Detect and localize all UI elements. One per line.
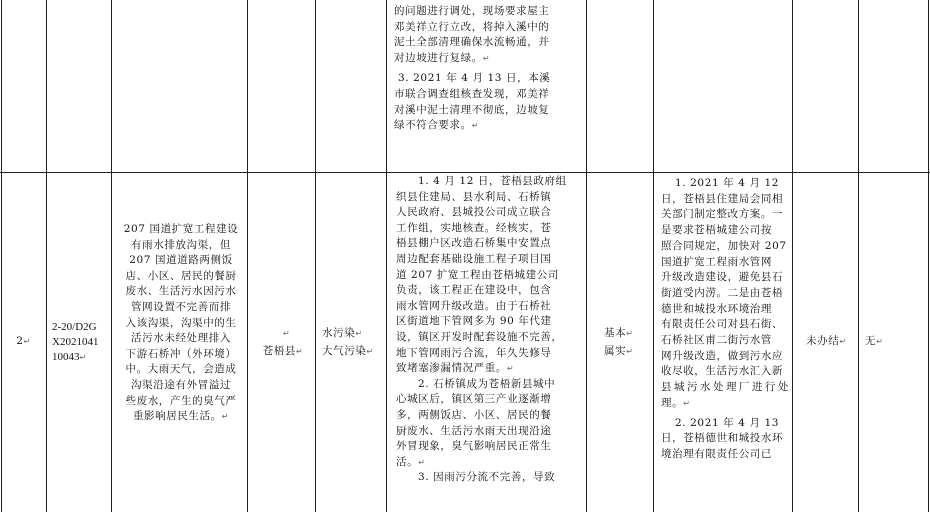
investigation-line: 区街道地下管网多为 90 年代建 <box>396 315 552 328</box>
county: 苍梧县↵ <box>262 345 304 357</box>
rectification-line: 1. 2021 年 4 月 12 <box>675 177 780 189</box>
case-id-line: 10043↵ <box>52 351 87 363</box>
verdict-line: 基本↵ <box>604 327 634 339</box>
rectification-line: 日，苍梧德世和城投水环 <box>661 432 784 445</box>
complaint-content <box>118 222 244 425</box>
column-divider <box>111 0 112 512</box>
rectification-content <box>661 176 789 463</box>
column-divider <box>315 0 316 512</box>
row-index: 2 ↵ <box>16 335 31 348</box>
rectification-line: 照合同规定，加快对 207 <box>661 239 787 252</box>
row1-progress-cell <box>394 4 580 134</box>
complaint-line: 店、小区、居民的餐厨 <box>125 269 237 282</box>
rectification-line: 是要求苍梧城建公司按 <box>661 224 772 237</box>
investigation-line: 道 207 扩宽工程由苍梧城建公司 <box>396 268 559 281</box>
rectification-line: 国道扩宽工程雨水管网 <box>661 255 772 268</box>
rectification-line: 关部门制定整改方案。一 <box>661 208 784 221</box>
empty-cell-marker: ↵ <box>283 329 291 338</box>
investigation-line: 设，镇区开发时配套设施不完善， <box>396 330 563 343</box>
rectification-line: 网升级改造，做到污水应 <box>661 349 784 362</box>
investigation-line: 织县住建局、县水利局、石桥镇 <box>396 190 552 203</box>
investigation-line: 负责，该工程正在建设中，包含 <box>396 284 552 297</box>
complaint-line: 管网设置不完善而排 <box>131 300 231 313</box>
column-divider <box>858 0 859 512</box>
complaint-line: 活污水未经处理排入 <box>131 332 231 345</box>
complaint-line: 些废水，产生的臭气严 <box>125 394 237 407</box>
investigation-line: 梧县棚户区改造石桥集中安置点 <box>396 237 552 250</box>
row-divider <box>0 172 930 173</box>
complaint-line: 中。大雨天气，会造成 <box>125 363 237 376</box>
complaint-line: 入该沟渠，沟渠中的生 <box>125 316 237 329</box>
progress-line: 对边坡进行复绿。↵ <box>394 51 491 64</box>
verdict-line: 属实↵ <box>604 344 634 357</box>
investigation-content <box>396 174 582 486</box>
investigation-line: 致堵塞渗漏情况严重。↵ <box>396 362 515 375</box>
rectification-line: 县城污水处理厂进行处理。↵ <box>661 381 789 409</box>
investigation-line: 周边配套基础设施工程子项目国 <box>396 252 552 265</box>
progress-line: 对溪中泥土清理不彻底，边坡复 <box>394 103 550 116</box>
investigation-line: 外冒现象，臭气影响居民正常生 <box>396 440 552 453</box>
column-divider <box>386 0 387 512</box>
complaint-line: 下游石桥冲（外环境） <box>125 347 237 360</box>
investigation-line: 心城区后，镇区第三产业逐渐增 <box>396 393 552 406</box>
case-id-line: X2021041 <box>52 336 99 348</box>
case-id <box>52 320 110 365</box>
complaint-line: 重影响居民生活。↵ <box>132 410 230 423</box>
status: 未办结↵ <box>806 335 847 347</box>
investigation-line: 人民政府、县城投公司成立联合 <box>396 206 552 219</box>
table-border-right <box>928 0 929 512</box>
investigation-line: 厨废水、生活污水雨天出现沿途 <box>396 424 552 437</box>
rectification-line: 境治理有限责任公司已 <box>661 447 772 460</box>
rectification-line: 有限责任公司对县石街、 <box>661 318 784 331</box>
pollution-types <box>322 326 384 359</box>
progress-line: 邓美祥立行立改，将掉入溪中的 <box>394 20 550 33</box>
progress-line: 绿不符合要求。↵ <box>394 119 480 132</box>
rectification-line: 德世和城投水环境治理 <box>661 302 772 315</box>
rectification-line: 收尽收，生活污水汇入新 <box>661 365 784 378</box>
investigation-line: 雨水管网升级改造。由于石桥社 <box>396 299 552 312</box>
pollution-type: 大气污染↵ <box>322 344 374 357</box>
rectification-line: 石桥社区甫二街污水管 <box>661 334 772 347</box>
rectification-line: 升级改造建设，避免县石 <box>661 271 784 284</box>
accountability: 无↵ <box>865 335 884 347</box>
progress-line: 泥土全部清理确保水流畅通，并 <box>394 36 550 49</box>
investigation-line: 1. 4 月 12 日，苍梧县政府组 <box>418 175 567 187</box>
pollution-type: 水污染↵ <box>322 327 363 339</box>
investigation-line: 工作组，实地核查。经核实，苍 <box>396 221 552 234</box>
rectification-line: 日，苍梧县住建局会同相 <box>661 192 784 205</box>
progress-line: 市联合调查组核查发现，邓美祥 <box>394 87 550 100</box>
column-divider <box>586 0 587 512</box>
rectification-line: 街道受内涝。二是由苍梧 <box>661 286 784 299</box>
verdict <box>604 326 648 359</box>
complaint-line: 207 国道扩宽工程建设 <box>123 223 239 235</box>
investigation-line: 2. 石桥镇成为苍梧新县城中 <box>418 377 556 390</box>
complaint-line: 沟渠沿途有外冒溢过 <box>131 378 231 391</box>
complaint-line: 有雨水排放沟渠，但 <box>131 238 231 251</box>
investigation-line: 地下管网雨污合流，年久失修导 <box>396 346 552 359</box>
investigation-line: 3. 因雨污分流不完善，导致 <box>418 471 556 484</box>
rectification-line: 2. 2021 年 4 月 13 <box>675 416 780 429</box>
complaint-line: 废水、生活污水因污水 <box>125 285 237 298</box>
column-divider <box>46 0 47 512</box>
progress-line: 的问题进行调处，现场要求屋主 <box>394 5 550 17</box>
case-id-line: 2-20/D2G <box>52 321 97 333</box>
investigation-line: 活。↵ <box>396 455 426 468</box>
column-divider <box>247 0 248 512</box>
column-divider <box>653 0 654 512</box>
column-divider <box>792 0 793 512</box>
progress-line: 3. 2021 年 4 月 13 日，本溪 <box>398 72 551 85</box>
investigation-line: 多，两侧饭店、小区、居民的餐 <box>396 408 552 421</box>
complaint-line: 207 国道道路两侧饭 <box>129 254 233 267</box>
